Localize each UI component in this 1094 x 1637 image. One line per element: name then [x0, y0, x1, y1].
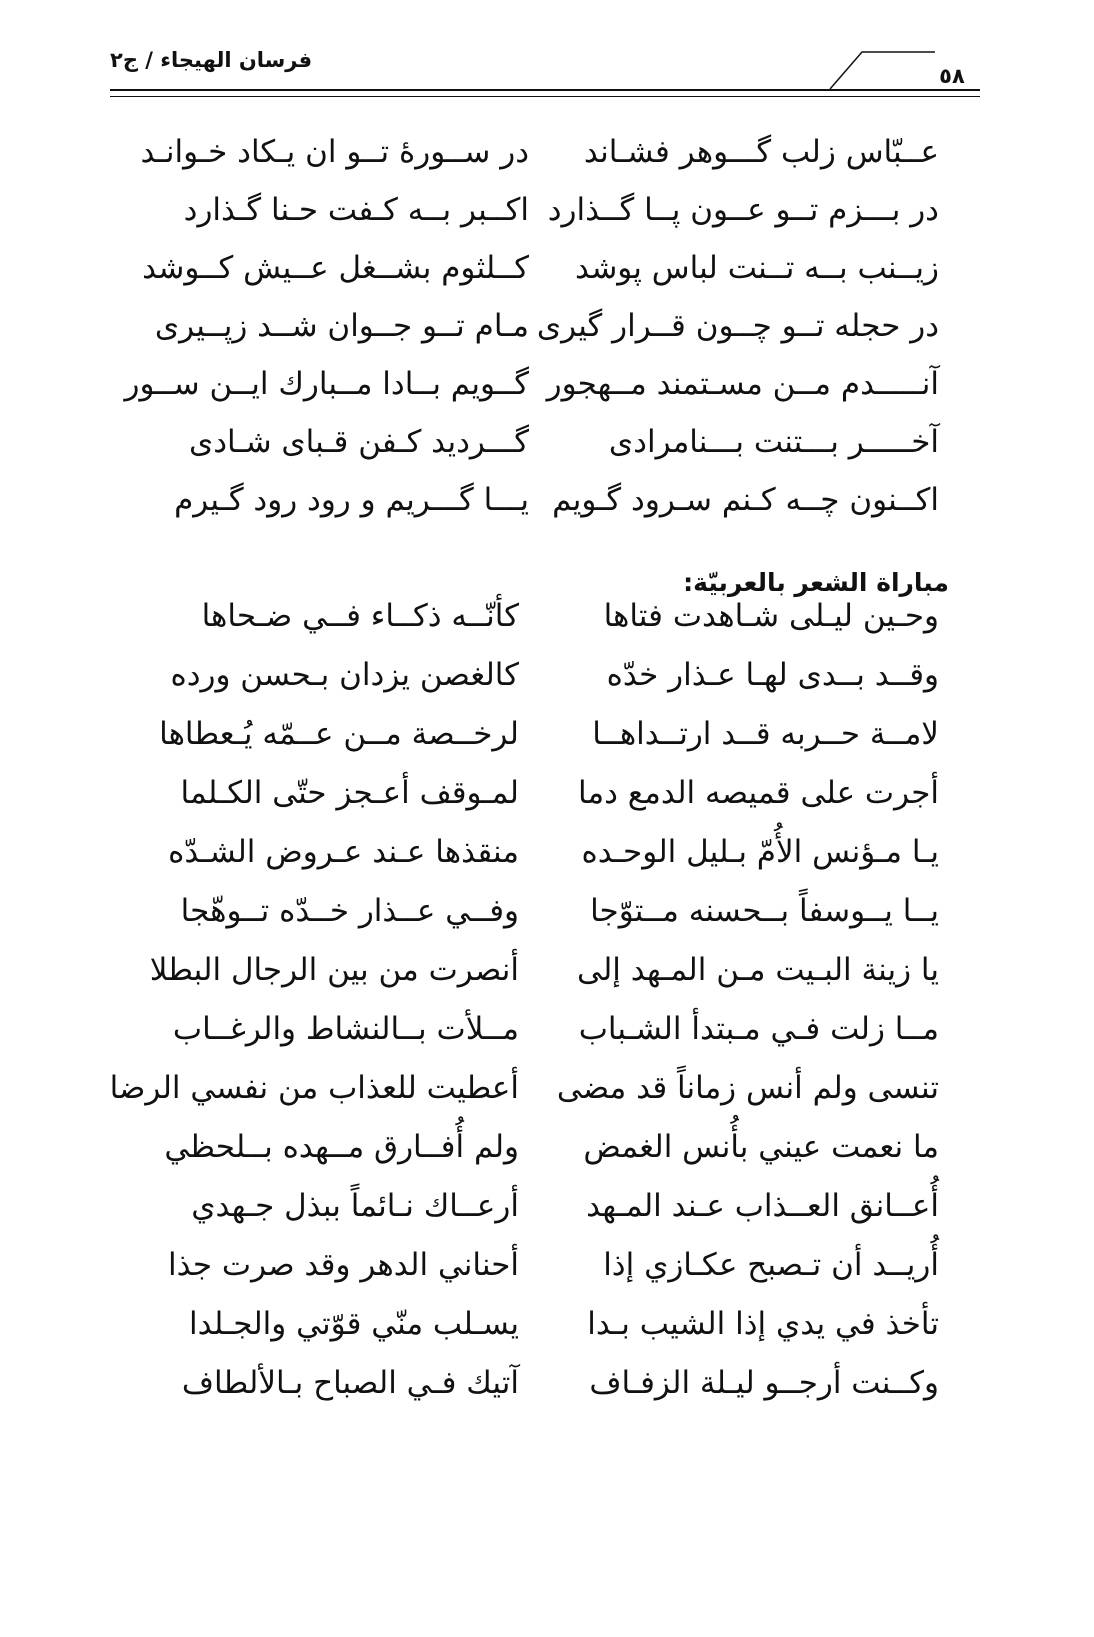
arabic-verse-left-4: لمـوقف أعـجز حتّى الكـلما	[180, 775, 519, 811]
persian-verse-left-2: اكــبر بــه كـفت حـنا گـذارد	[183, 192, 529, 228]
arabic-verse-right-6: يــا يــوسفاً بــحسنه مــتوّجا	[590, 893, 939, 929]
persian-verse-left-3: كــلثوم بشــغل عــيش كــوشد	[142, 250, 529, 286]
persian-verse-left-6: گـــرديد كـفن قـباى شـادى	[188, 424, 529, 460]
persian-verse-left-7: يـــا گـــريم و رود رود گـيرم	[174, 482, 529, 518]
persian-verse-right-1: عــبّاس زلب گـــوهر فشـاند	[583, 134, 939, 170]
arabic-verse-right-2: وقــد بــدى لهـا عـذار خدّه	[606, 657, 939, 693]
persian-verse-right-5: آنـــــدم مــن مسـتمند مــهجور	[546, 366, 939, 402]
arabic-verse-right-5: يـا مـؤنس الأُمّ بـليل الوحـده	[581, 834, 939, 870]
persian-verse-right-6: آخـــــر بـــتنت بـــنامرادى	[608, 424, 939, 460]
arabic-verse-left-14: آتيك فـي الصباح بـالألطاف	[181, 1365, 519, 1401]
header-rule-thin	[110, 96, 980, 97]
persian-verse-left-4: مـام تــو جــوان شــد زپــيرى	[154, 308, 529, 344]
persian-verse-left-5: گــويم بــادا مــبارك ايــن ســور	[124, 366, 529, 402]
running-header-title: فرسان الهيجاء / ج٢	[110, 48, 313, 72]
arabic-verse-right-9: تنسى ولم أنس زماناً قد مضى	[556, 1070, 939, 1106]
arabic-verse-left-11: أرعــاك نـائماً ببذل جـهدي	[191, 1188, 519, 1224]
arabic-verse-left-8: مــلأت بــالنشاط والرغــاب	[172, 1011, 519, 1047]
arabic-verse-right-13: تأخذ في يدي إذا الشيب بـدا	[587, 1306, 939, 1342]
arabic-verse-right-3: لامــة حــربه قــد ارتــداهــا	[592, 716, 939, 752]
section-heading: مباراة الشعر بالعربيّة:	[683, 568, 949, 597]
header-rule-thick	[110, 89, 980, 91]
page-number: ٥٨	[939, 64, 965, 88]
arabic-verse-right-10: ما نعمت عيني بأُنس الغمض	[583, 1129, 939, 1165]
arabic-verse-left-7: أنصرت من بين الرجال البطلا	[149, 952, 519, 988]
arabic-verse-left-5: منقذها عـند عـروض الشـدّه	[168, 834, 519, 870]
arabic-verse-right-12: أُريــد أن تـصبح عكـازي إذا	[603, 1247, 939, 1283]
arabic-verse-left-9: أعطيت للعذاب من نفسي الرضا	[109, 1070, 519, 1106]
arabic-verse-right-1: وحـين ليـلى شـاهدت فتاها	[603, 598, 939, 634]
arabic-verse-left-2: كالغصن يزدان بـحسن ورده	[170, 657, 519, 693]
arabic-verse-left-3: لرخــصة مــن عــمّه يُـعطاها	[159, 716, 519, 752]
arabic-verse-right-11: أُعــانق العــذاب عـند المـهد	[586, 1188, 939, 1224]
persian-verse-left-1: در ســورهٔ تــو ان يـكاد خـوانـد	[140, 134, 529, 170]
arabic-verse-right-4: أجرت على قميصه الدمع دما	[578, 775, 939, 811]
persian-verse-right-7: اكــنون چــه كـنم سـرود گـويم	[552, 482, 939, 518]
arabic-verse-left-1: كأنّــه ذكــاء فــي ضـحاها	[201, 598, 519, 634]
arabic-verse-right-14: وكــنت أرجــو ليـلة الزفـاف	[589, 1365, 939, 1401]
arabic-verse-left-13: يسـلب منّي قوّتي والجـلدا	[189, 1306, 519, 1342]
arabic-verse-left-10: ولم أُفــارق مــهده بــلحظي	[164, 1129, 519, 1165]
persian-verse-right-4: در حجله تــو چــون قــرار گيرى	[536, 308, 939, 344]
arabic-verse-right-7: يا زينة البـيت مـن المـهد إلى	[576, 952, 939, 988]
arabic-verse-right-8: مــا زلت فـي مـبتدأ الشـباب	[578, 1011, 939, 1047]
arabic-verse-left-6: وفــي عــذار خــدّه تــوهّجا	[180, 893, 519, 929]
arabic-verse-left-12: أحناني الدهر وقد صرت جذا	[168, 1247, 519, 1283]
persian-verse-right-3: زيــنب بــه تــنت لباس پوشد	[575, 250, 939, 286]
page-number-tab	[0, 0, 1094, 110]
persian-verse-right-2: در بـــزم تــو عــون پــا گــذارد	[547, 192, 939, 228]
